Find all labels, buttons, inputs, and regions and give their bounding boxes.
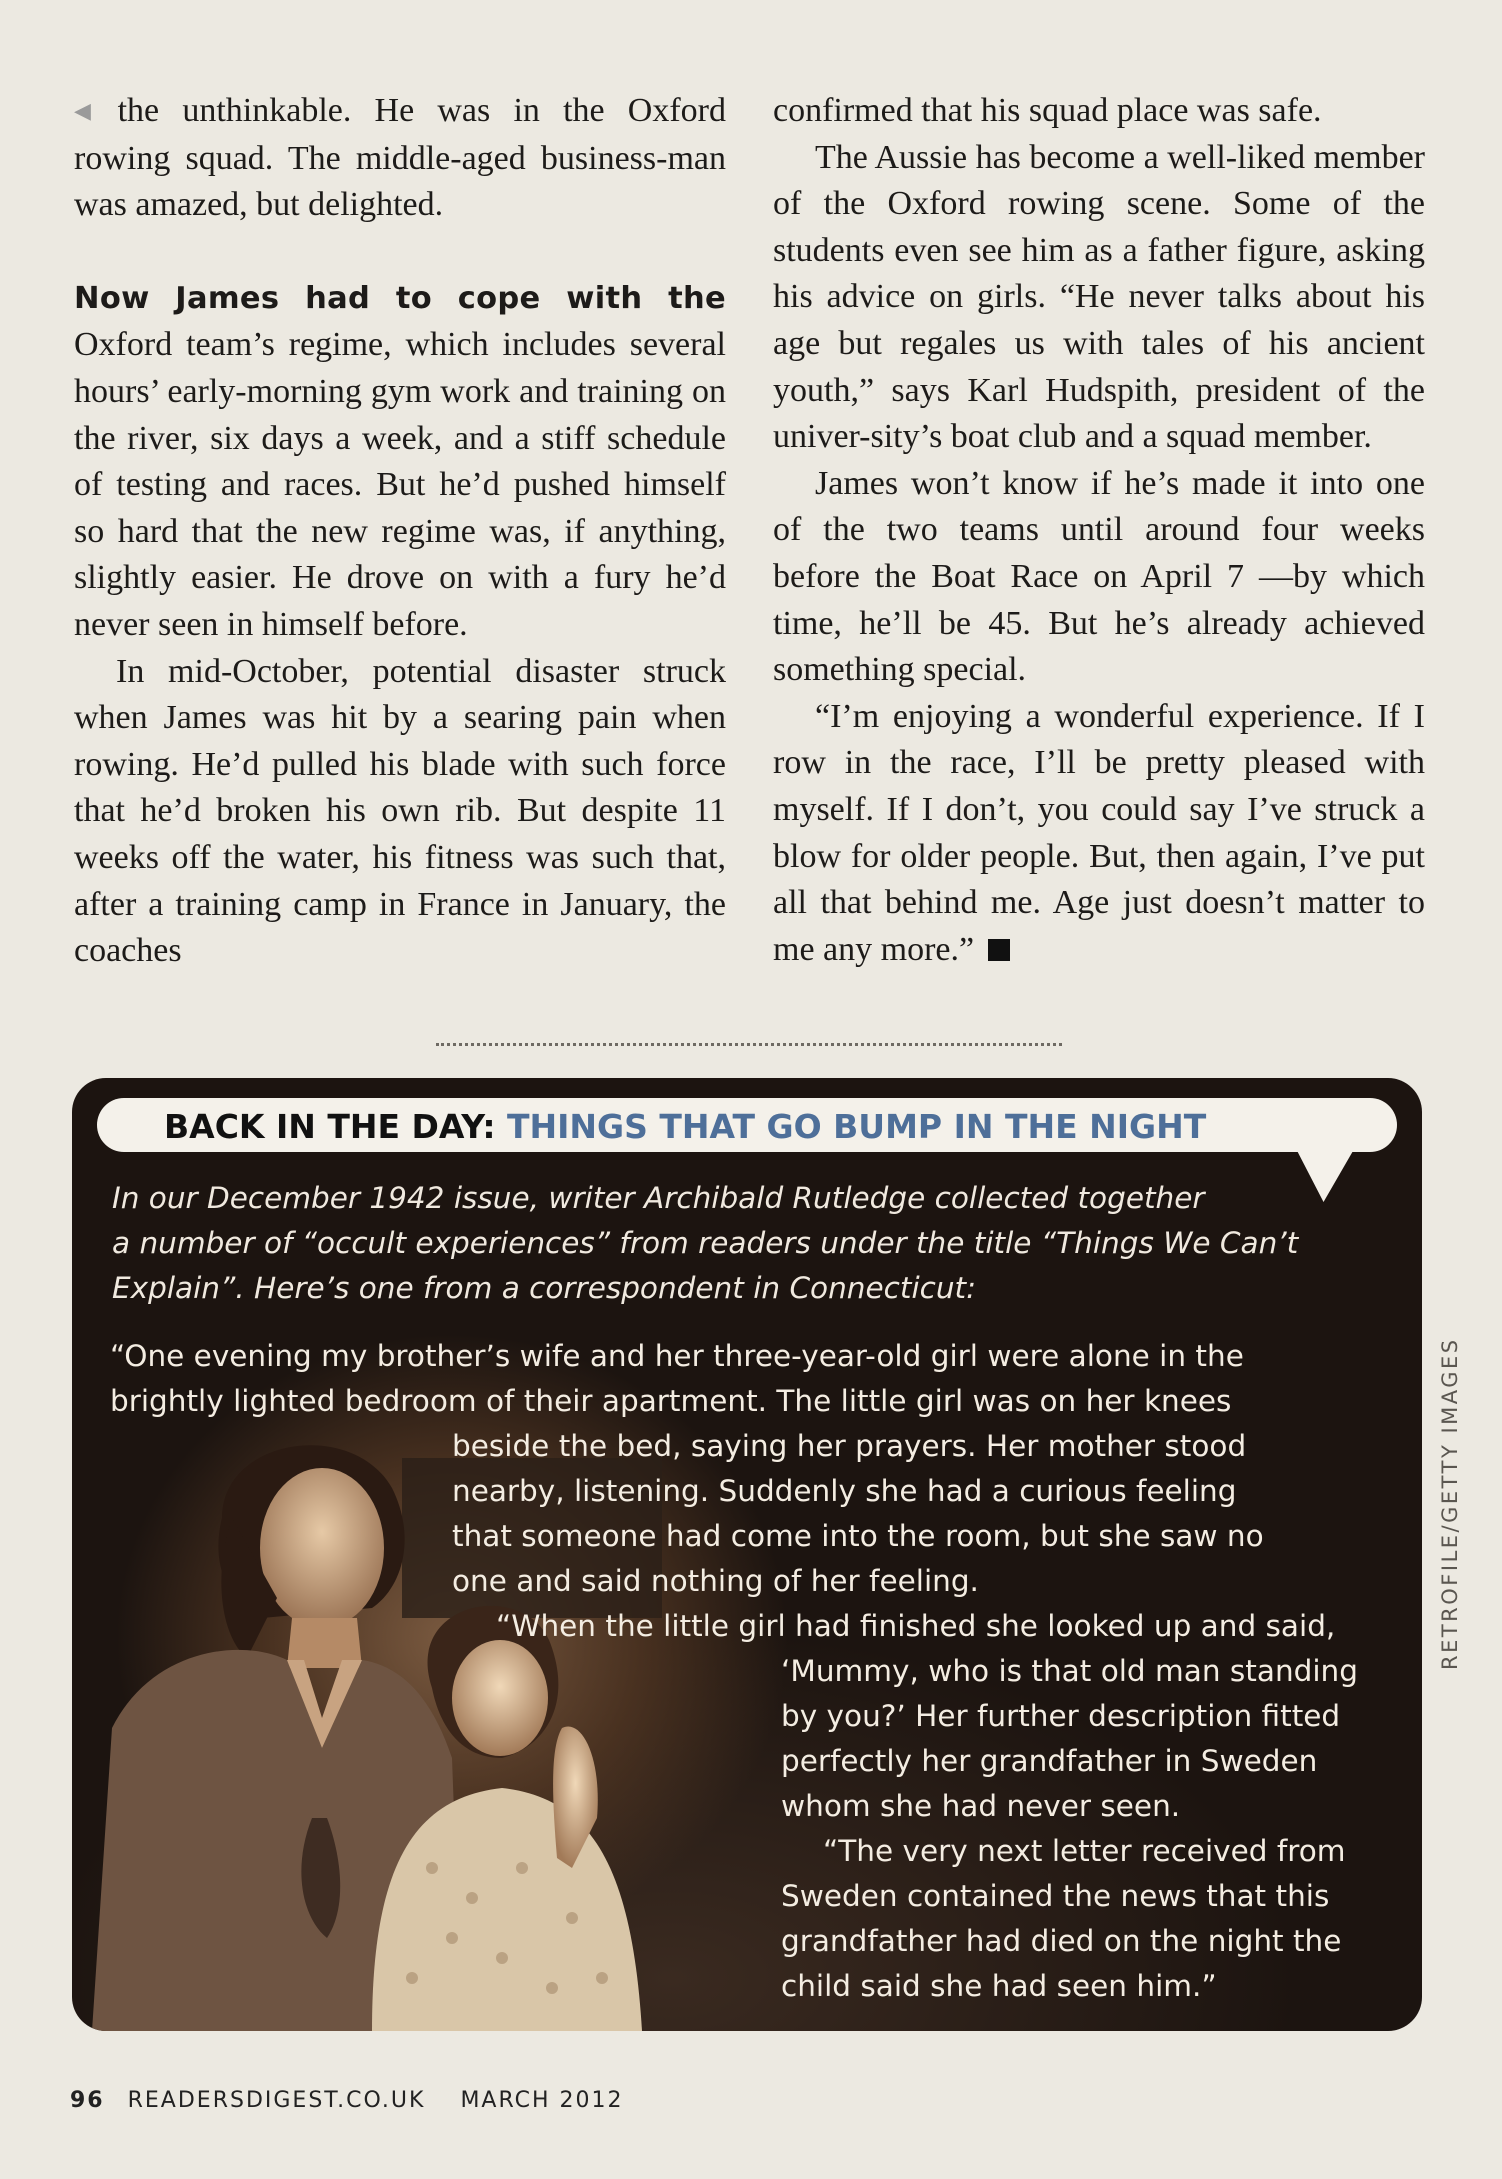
left-paragraph-1 bbox=[74, 88, 726, 229]
page-number: 96 bbox=[70, 2088, 105, 2113]
story-line: perfectly her grandfather in Sweden bbox=[781, 1744, 1318, 1778]
left-paragraph-1-text: the unthinkable. He was in the Oxford rowing squad. The middle-aged business-man was amazed, but delighted. bbox=[74, 92, 726, 224]
right-paragraph-2: The Aussie has become a well-liked member of the Oxford rowing scene. Some of the students even see him as a father figure, asking his advice on girls. “He never talks about his age but regales us with tales of his ancient youth,” says Karl Hudspith, president of the univer-sity’s boat club and a squad member. bbox=[773, 138, 1425, 456]
right-column bbox=[773, 88, 1425, 973]
left-column bbox=[74, 88, 726, 975]
dotted-divider bbox=[436, 1043, 1062, 1046]
page-footer bbox=[70, 2088, 624, 2113]
story-line: grandfather had died on the night the bbox=[781, 1924, 1342, 1958]
footer-date: MARCH 2012 bbox=[460, 2088, 624, 2113]
intro-line: a number of “occult experiences” from readers under the title “Things We Can’t bbox=[112, 1226, 1299, 1260]
right-paragraph-1: confirmed that his squad place was safe. bbox=[773, 92, 1322, 129]
left-paragraph-2-text: Oxford team’s regime, which includes several hours’ early-morning gym work and training on the river, six days a week, and a stiff schedule of testing and races. But he’d pushed himself so hard that the new regime was, if anything, slightly easier. He drove on with a fury he’d never seen in himself before. bbox=[74, 326, 726, 643]
box-title bbox=[164, 1107, 1206, 1147]
footer-site: READERSDIGEST.CO.UK bbox=[127, 2088, 426, 2113]
right-paragraph-3: James won’t know if he’s made it into one of the two teams until around four weeks before the Boat Race on April 7 —by which time, he’ll be 45. But he’s already achieved something special. bbox=[773, 464, 1425, 689]
story-line: nearby, listening. Suddenly she had a curious feeling bbox=[452, 1474, 1237, 1508]
left-paragraph-3: In mid-October, potential disaster struck when James was hit by a searing pain when rowing. He’d pulled his blade with such force that he’d broken his own rib. But despite 11 weeks off the water, his fitness was such that, after a training camp in France in January, the coaches bbox=[74, 652, 726, 970]
right-paragraph-4-text: “I’m enjoying a wonderful experience. If I row in the race, I’ll be pretty pleased with myself. If I don’t, you could say I’ve struck a blow for older people. But, then again, I’ve put all that behind me. Age just doesn’t matter to me any more.” bbox=[773, 697, 1425, 968]
back-in-the-day-box bbox=[72, 1078, 1422, 2031]
box-label: BACK IN THE DAY: bbox=[164, 1107, 496, 1146]
story-block-3 bbox=[496, 1604, 1396, 1649]
left-paragraph-2 bbox=[74, 275, 726, 649]
story-block-2 bbox=[452, 1424, 1352, 1604]
story-block-4 bbox=[781, 1649, 1401, 1829]
story-line: that someone had come into the room, but she saw no bbox=[452, 1519, 1264, 1553]
story-line: “When the little girl had finished she looked up and said, bbox=[496, 1609, 1336, 1643]
box-intro bbox=[112, 1176, 1382, 1311]
story-block-5 bbox=[781, 1829, 1401, 2009]
photo-credit: RETROFILE/GETTY IMAGES bbox=[1438, 1337, 1462, 1670]
intro-line: In our December 1942 issue, writer Archibald Rutledge collected together bbox=[112, 1181, 1205, 1215]
story-block-1 bbox=[110, 1334, 1400, 1424]
intro-line: Explain”. Here’s one from a correspondent in Connecticut: bbox=[112, 1271, 977, 1305]
right-paragraph-4 bbox=[773, 694, 1425, 974]
story-line: one and said nothing of her feeling. bbox=[452, 1564, 979, 1598]
story-line: child said she had seen him.” bbox=[781, 1969, 1217, 2003]
continued-arrow-icon: ◀ bbox=[74, 99, 106, 124]
story-line: beside the bed, saying her prayers. Her mother stood bbox=[452, 1429, 1247, 1463]
story-line: “The very next letter received from bbox=[823, 1834, 1346, 1868]
story-line: “One evening my brother’s wife and her three-year-old girl were alone in the bbox=[110, 1339, 1244, 1373]
section-lead-in: Now James had to cope with the bbox=[74, 280, 726, 316]
child-face bbox=[452, 1640, 548, 1756]
end-mark-icon bbox=[988, 939, 1010, 961]
mother-face bbox=[260, 1468, 384, 1628]
story-line: by you?’ Her further description fitted bbox=[781, 1699, 1341, 1733]
story-line: brightly lighted bedroom of their apartment. The little girl was on her knees bbox=[110, 1384, 1232, 1418]
box-topic: THINGS THAT GO BUMP IN THE NIGHT bbox=[507, 1107, 1207, 1146]
story-line: Sweden contained the news that this bbox=[781, 1879, 1330, 1913]
story-line: ‘Mummy, who is that old man standing bbox=[781, 1654, 1358, 1688]
story-line: whom she had never seen. bbox=[781, 1789, 1181, 1823]
